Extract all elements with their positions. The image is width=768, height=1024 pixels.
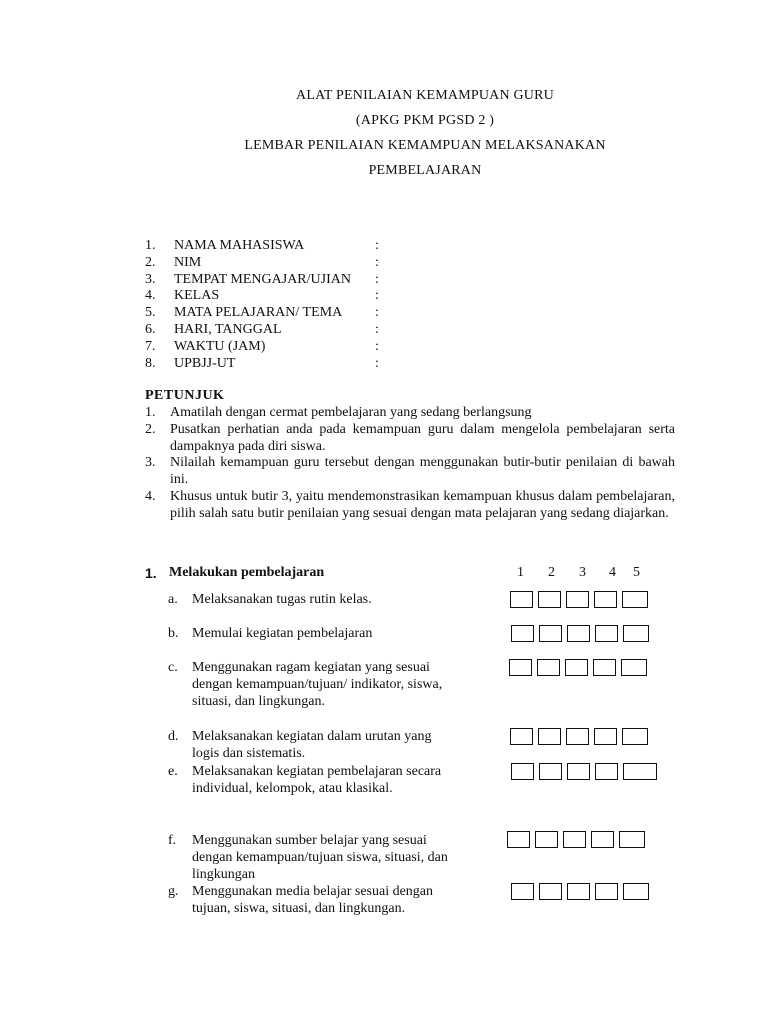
- scale-label-5: 5: [633, 565, 640, 580]
- instructions-heading: PETUNJUK: [145, 388, 225, 403]
- identity-fields: [145, 238, 445, 372]
- instruction-text: Nilailah kemampuan guru tersebut dengan menggunakan butir-butir penilaian di bawah ini.: [170, 455, 675, 488]
- instruction-number: 2.: [145, 421, 156, 437]
- scale-label-4: 4: [609, 565, 616, 580]
- item-letter: e.: [168, 764, 178, 779]
- field-colon: :: [375, 338, 379, 354]
- rating-box-5[interactable]: [623, 763, 657, 780]
- instruction-number: 4.: [145, 488, 156, 504]
- item-letter: c.: [168, 660, 178, 675]
- rating-box-2[interactable]: [539, 883, 562, 900]
- field-label: KELAS: [174, 288, 220, 304]
- instruction-item: [145, 489, 675, 523]
- field-colon: :: [375, 271, 379, 287]
- item-letter: a.: [168, 592, 178, 607]
- rating-box-3[interactable]: [567, 763, 590, 780]
- field-colon: :: [375, 355, 379, 371]
- instruction-item: [145, 455, 675, 489]
- item-text: Melaksanakan kegiatan dalam urutan yang logis dan sistematis.: [192, 729, 432, 761]
- rating-box-1[interactable]: [511, 763, 534, 780]
- rating-box-2[interactable]: [537, 659, 560, 676]
- field-number: 2.: [145, 254, 156, 270]
- field-row: [145, 272, 445, 289]
- item-text: Melaksanakan tugas rutin kelas.: [192, 592, 372, 607]
- doc-title-line-3: LEMBAR PENILAIAN KEMAMPUAN MELAKSANAKAN: [244, 138, 606, 153]
- field-number: 4.: [145, 288, 156, 304]
- field-number: 1.: [145, 238, 156, 253]
- rating-box-5[interactable]: [622, 591, 648, 608]
- field-number: 5.: [145, 305, 156, 321]
- item-text: Memulai kegiatan pembelajaran: [192, 626, 373, 641]
- rating-box-4[interactable]: [595, 883, 618, 900]
- rating-box-4[interactable]: [594, 591, 617, 608]
- field-number: 3.: [145, 271, 156, 287]
- field-colon: :: [375, 305, 379, 321]
- rating-box-5[interactable]: [621, 659, 647, 676]
- rating-box-1[interactable]: [511, 625, 534, 642]
- section-number: 1.: [145, 565, 157, 581]
- item-letter: g.: [168, 884, 179, 899]
- section-title: Melakukan pembelajaran: [169, 565, 325, 580]
- scale-label-2: 2: [548, 565, 555, 580]
- rating-box-3[interactable]: [565, 659, 588, 676]
- field-row: [145, 305, 445, 322]
- field-row: [145, 288, 445, 305]
- field-colon: :: [375, 288, 379, 304]
- rating-box-4[interactable]: [593, 659, 616, 676]
- field-label: UPBJJ-UT: [174, 355, 236, 371]
- rating-box-2[interactable]: [539, 625, 562, 642]
- instruction-text: Pusatkan perhatian anda pada kemampuan guru dalam mengelola pembelajaran serta dampaknya pada diri siswa.: [170, 421, 675, 454]
- instruction-item: [145, 405, 675, 422]
- item-letter: d.: [168, 729, 179, 744]
- rating-box-1[interactable]: [511, 883, 534, 900]
- field-label: TEMPAT MENGAJAR/UJIAN: [174, 271, 351, 287]
- field-label: NIM: [174, 254, 202, 270]
- rating-box-5[interactable]: [619, 831, 645, 848]
- field-label: WAKTU (JAM): [174, 338, 266, 354]
- rating-box-5[interactable]: [623, 883, 649, 900]
- item-text: Menggunakan media belajar sesuai dengan tujuan, siswa, situasi, dan lingkungan.: [192, 884, 434, 916]
- field-colon: :: [375, 238, 379, 253]
- field-row: [145, 322, 445, 339]
- field-label: NAMA MAHASISWA: [174, 238, 305, 253]
- scale-label-1: 1: [517, 565, 524, 580]
- item-letter: f.: [168, 833, 177, 848]
- rating-box-4[interactable]: [591, 831, 614, 848]
- instruction-item: [145, 422, 675, 456]
- rating-box-3[interactable]: [566, 728, 589, 745]
- field-row: [145, 339, 445, 356]
- rating-box-3[interactable]: [566, 591, 589, 608]
- doc-title-line-2: (APKG PKM PGSD 2 ): [355, 113, 495, 128]
- field-row: [145, 238, 445, 255]
- rating-box-5[interactable]: [623, 625, 649, 642]
- rating-box-1[interactable]: [510, 591, 533, 608]
- field-number: 6.: [145, 321, 156, 337]
- item-letter: b.: [168, 626, 179, 641]
- instruction-number: 1.: [145, 405, 156, 420]
- section-header: [145, 565, 675, 583]
- rating-box-2[interactable]: [538, 591, 561, 608]
- rating-box-4[interactable]: [595, 625, 618, 642]
- rating-box-2[interactable]: [539, 763, 562, 780]
- doc-title-line-4: PEMBELAJARAN: [368, 163, 482, 178]
- field-number: 7.: [145, 338, 156, 354]
- rating-box-3[interactable]: [563, 831, 586, 848]
- field-colon: :: [375, 254, 379, 270]
- rating-box-4[interactable]: [595, 763, 618, 780]
- item-text: Melaksanakan kegiatan pembelajaran secara individual, kelompok, atau klasikal.: [192, 764, 442, 796]
- rating-box-3[interactable]: [567, 625, 590, 642]
- field-label: HARI, TANGGAL: [174, 321, 282, 337]
- rating-box-5[interactable]: [622, 728, 648, 745]
- field-row: [145, 356, 445, 373]
- scale-label-3: 3: [579, 565, 586, 580]
- field-label: MATA PELAJARAN/ TEMA: [174, 305, 343, 321]
- instruction-text: Amatilah dengan cermat pembelajaran yang sedang berlangsung: [170, 405, 532, 420]
- rating-box-2[interactable]: [535, 831, 558, 848]
- rating-box-1[interactable]: [507, 831, 530, 848]
- item-text: Menggunakan sumber belajar yang sesuai dengan kemampuan/tujuan siswa, situasi, dan lingkungan: [192, 833, 448, 882]
- rating-box-4[interactable]: [594, 728, 617, 745]
- field-row: [145, 255, 445, 272]
- instruction-number: 3.: [145, 455, 156, 471]
- doc-title-line-1: ALAT PENILAIAN KEMAMPUAN GURU: [296, 88, 554, 103]
- field-number: 8.: [145, 355, 156, 371]
- instructions-list: [145, 405, 675, 523]
- field-colon: :: [375, 321, 379, 337]
- item-text: Menggunakan ragam kegiatan yang sesuai dengan kemampuan/tujuan/ indikator, siswa, situasi, dan lingkungan.: [192, 660, 443, 709]
- rating-box-1[interactable]: [510, 728, 533, 745]
- instruction-text: Khusus untuk butir 3, yaitu mendemonstrasikan kemampuan khusus dalam pembelajaran, pilih salah satu butir penilaian yang sesuai dengan mata pelajaran yang sedang diajarkan.: [170, 488, 675, 521]
- rating-box-2[interactable]: [538, 728, 561, 745]
- rating-box-3[interactable]: [567, 883, 590, 900]
- rating-box-1[interactable]: [509, 659, 532, 676]
